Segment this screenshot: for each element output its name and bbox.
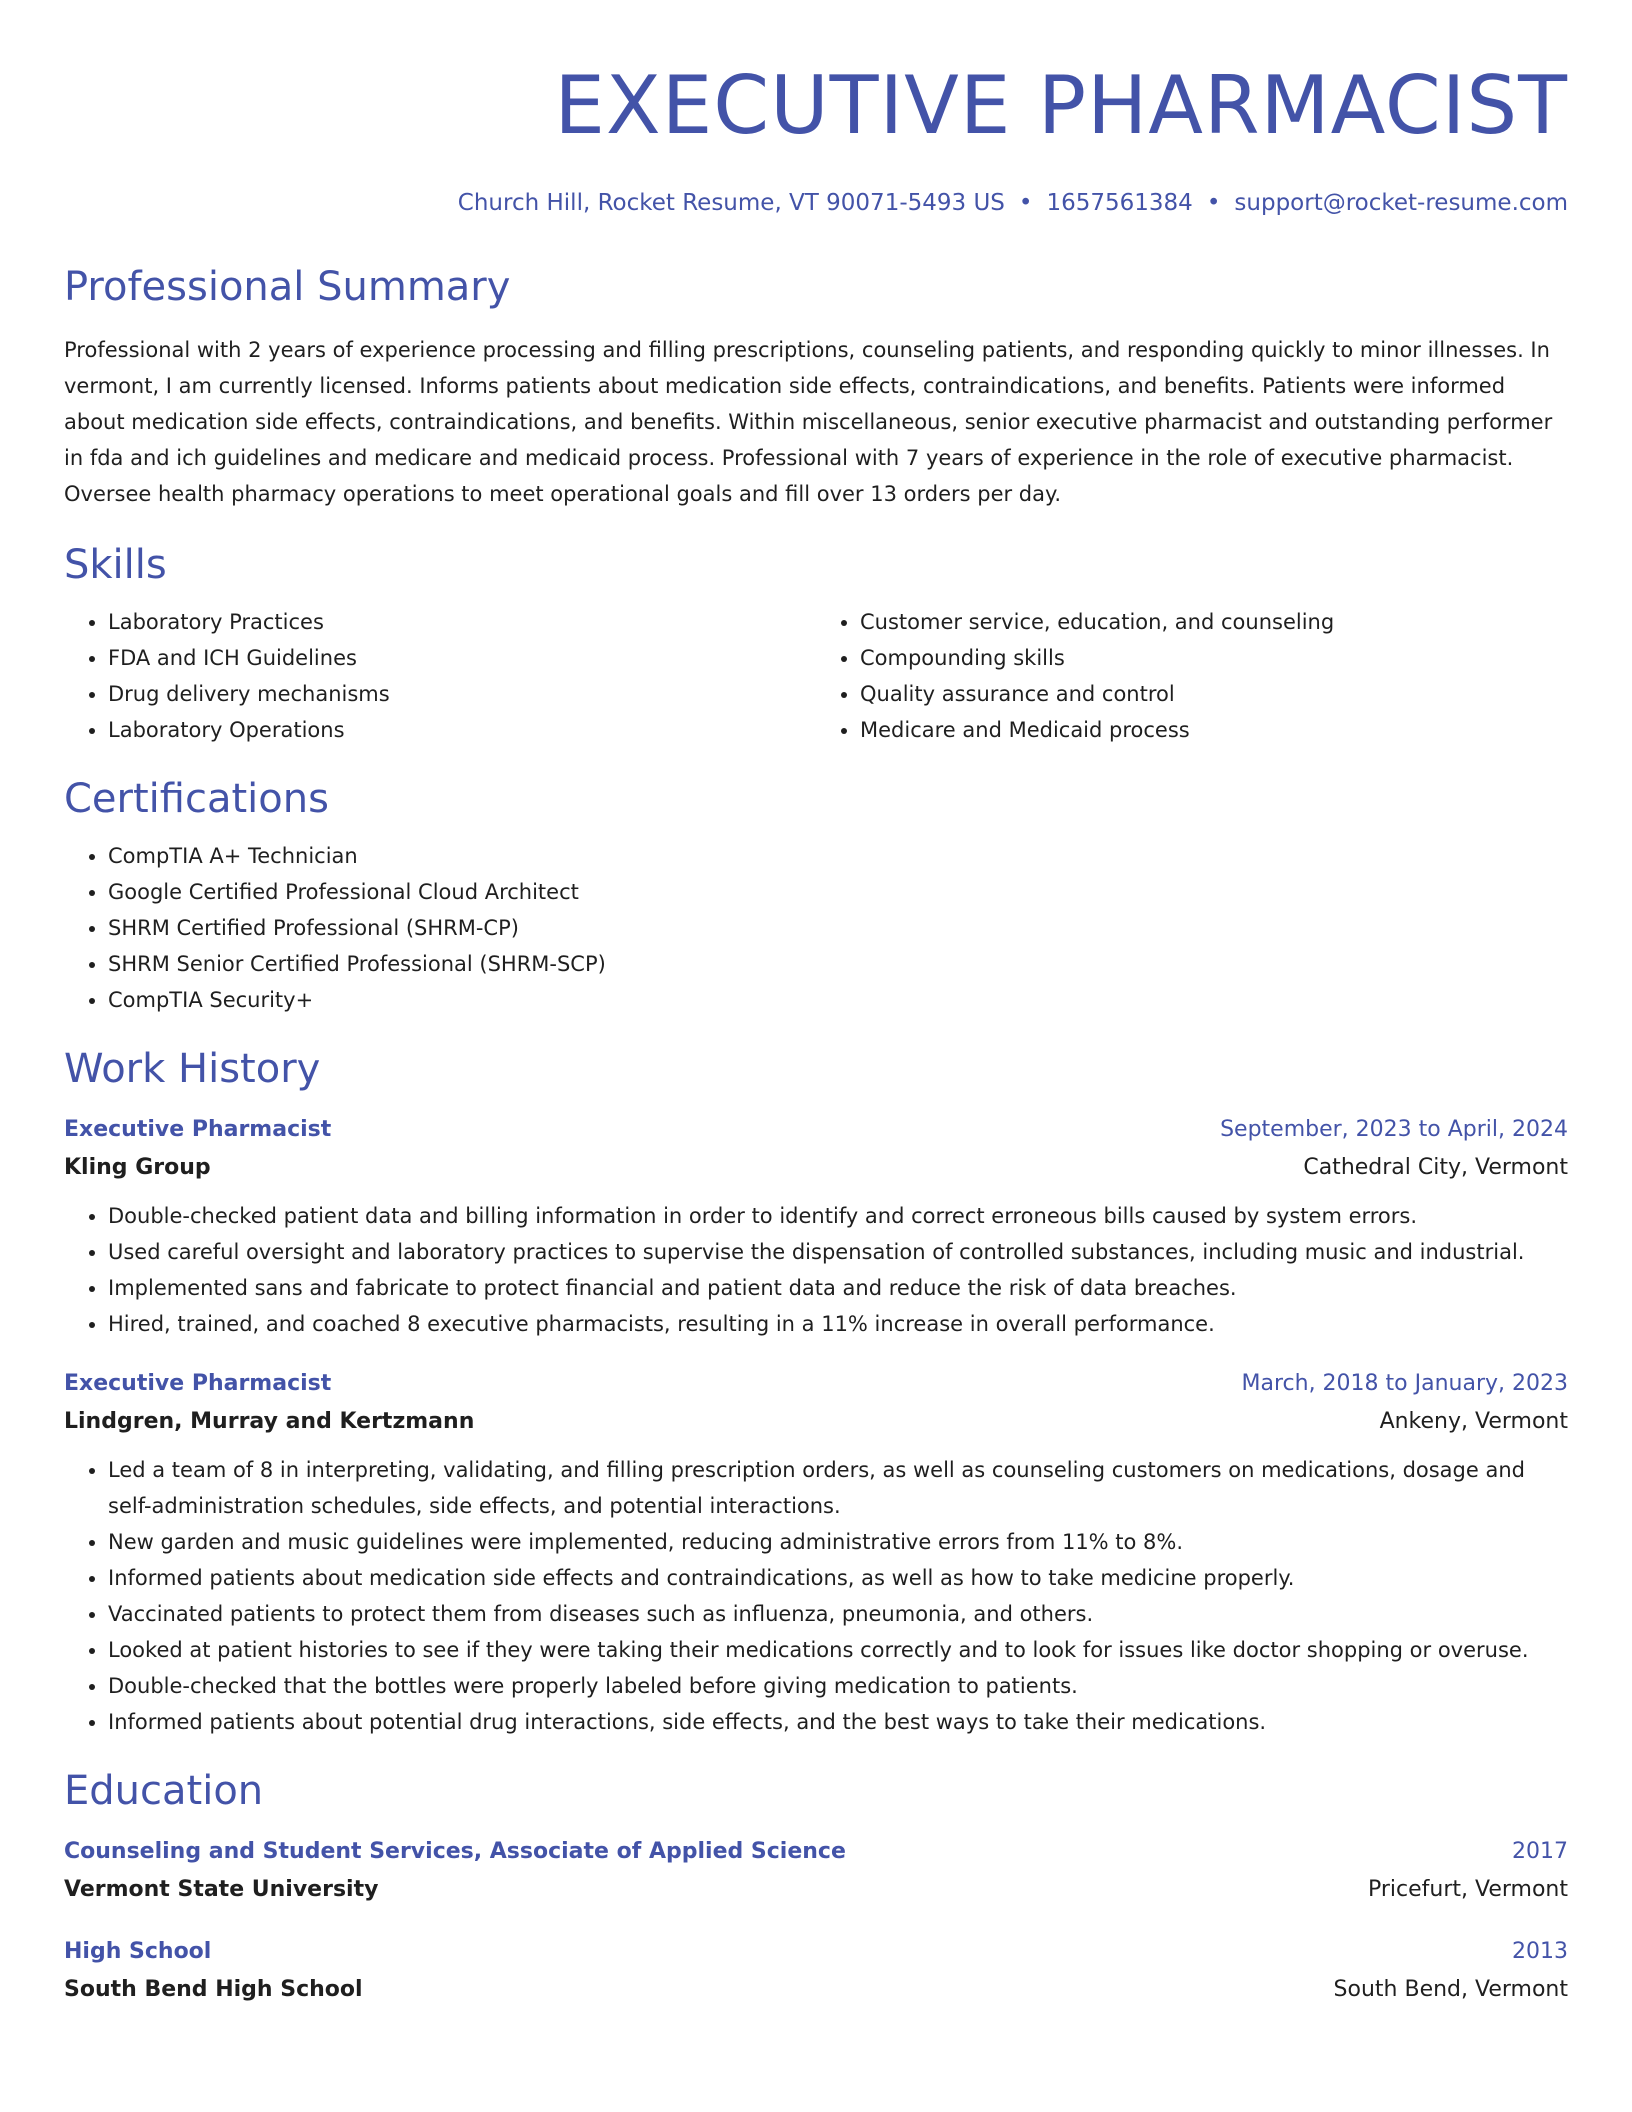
skill-item: • FDA and ICH Guidelines	[108, 640, 816, 676]
education-year: 2013	[1512, 1939, 1568, 1964]
job-bullet: • Informed patients about potential drug interactions, side effects, and the best ways to take their medications.	[108, 1704, 1568, 1740]
education-degree-row	[64, 1934, 1568, 1970]
contact-email[interactable]: support@rocket-resume.com	[1234, 190, 1568, 216]
job-dates: September, 2023 to April, 2024	[1220, 1117, 1568, 1142]
education-school-row	[64, 1870, 1568, 1910]
resume-header	[64, 60, 1568, 218]
professional-summary-section	[64, 262, 1568, 512]
education-location: South Bend, Vermont	[1333, 1977, 1568, 2002]
candidate-name: EXECUTIVE PHARMACIST	[554, 59, 1568, 152]
education-degree: High School	[64, 1939, 212, 1964]
work-history-section	[64, 1044, 1568, 1740]
skill-item: • Laboratory Operations	[108, 712, 816, 748]
section-heading: Professional Summary	[64, 264, 511, 310]
job-bullet: • Led a team of 8 in interpreting, validating, and filling prescription orders, as well as counseling customers on medications, dosage and self-administration schedules, side effects, and potential interactions.	[108, 1452, 1568, 1524]
job-bullet: • Used careful oversight and laboratory practices to supervise the dispensation of controlled substances, including music and industrial.	[108, 1234, 1568, 1270]
contact-address: Church Hill, Rocket Resume, VT 90071-5493 US	[457, 190, 1005, 216]
education-location: Pricefurt, Vermont	[1367, 1877, 1568, 1902]
job-company: Lindgren, Murray and Kertzmann	[64, 1409, 475, 1434]
job-company-row	[64, 1402, 1568, 1442]
job-bullets	[64, 1452, 1568, 1740]
skills-section	[64, 540, 1568, 748]
education-school: South Bend High School	[64, 1977, 363, 2002]
certifications-section	[64, 774, 1568, 1018]
skills-grid	[64, 590, 1568, 748]
section-heading: Education	[64, 1768, 264, 1814]
job-bullet: • Double-checked that the bottles were properly labeled before giving medication to patients.	[108, 1668, 1568, 1704]
section-heading: Work History	[64, 1046, 321, 1092]
skills-list-left	[64, 604, 816, 748]
job-company: Kling Group	[64, 1155, 211, 1180]
education-school: Vermont State University	[64, 1877, 379, 1902]
summary-text: Professional with 2 years of experience processing and filling prescriptions, counseling patients, and responding quickly to minor illnesses. In vermont, I am currently licensed. Informs patients about medication side effects, contraindications, and benefits. Patients were informed about medication side effects, contraindications, and benefits. Within miscellaneous, senior executive pharmacist and outstanding performer in fda and ich guidelines and medicare and medicaid process. Professional with 7 years of experience in the role of executive pharmacist. Oversee health pharmacy operations to meet operational goals and fill over 13 orders per day.	[64, 338, 1553, 506]
section-heading: Skills	[64, 542, 167, 588]
job-bullet: • New garden and music guidelines were implemented, reducing administrative errors from 11% to 8%.	[108, 1524, 1568, 1560]
job-location: Cathedral City, Vermont	[1303, 1155, 1568, 1180]
certification-item: • Google Certified Professional Cloud Architect	[108, 874, 1568, 910]
education-entry	[64, 1934, 1568, 2010]
contact-separator: •	[1206, 190, 1221, 216]
job-title: Executive Pharmacist	[64, 1371, 332, 1396]
job-bullet: • Informed patients about medication side effects and contraindications, as well as how to take medicine properly.	[108, 1560, 1568, 1596]
education-year: 2017	[1512, 1839, 1568, 1864]
job-bullet: • Implemented sans and fabricate to protect financial and patient data and reduce the risk of data breaches.	[108, 1270, 1568, 1306]
skill-item: • Drug delivery mechanisms	[108, 676, 816, 712]
certification-item: • SHRM Certified Professional (SHRM-CP)	[108, 910, 1568, 946]
job-entry	[64, 1112, 1568, 1342]
job-title-row	[64, 1112, 1568, 1148]
job-title-row	[64, 1366, 1568, 1402]
education-degree-row	[64, 1834, 1568, 1870]
education-entry	[64, 1834, 1568, 1910]
job-bullet: • Hired, trained, and coached 8 executive pharmacists, resulting in a 11% increase in overall performance.	[108, 1306, 1568, 1342]
skill-item: • Laboratory Practices	[108, 604, 816, 640]
job-dates: March, 2018 to January, 2023	[1241, 1371, 1568, 1396]
education-school-row	[64, 1970, 1568, 2010]
certification-item: • SHRM Senior Certified Professional (SHRM-SCP)	[108, 946, 1568, 982]
job-location: Ankeny, Vermont	[1379, 1409, 1568, 1434]
certifications-list	[64, 838, 1568, 1018]
job-entry	[64, 1366, 1568, 1740]
education-degree: Counseling and Student Services, Associate of Applied Science	[64, 1839, 846, 1864]
contact-separator: •	[1018, 190, 1033, 216]
job-bullet: • Looked at patient histories to see if they were taking their medications correctly and to look for issues like doctor shopping or overuse.	[108, 1632, 1568, 1668]
contact-line	[64, 188, 1568, 218]
job-bullets	[64, 1198, 1568, 1342]
job-company-row	[64, 1148, 1568, 1188]
skill-item: • Compounding skills	[860, 640, 1568, 676]
job-bullet: • Double-checked patient data and billing information in order to identify and correct erroneous bills caused by system errors.	[108, 1198, 1568, 1234]
job-title: Executive Pharmacist	[64, 1117, 332, 1142]
skill-item: • Quality assurance and control	[860, 676, 1568, 712]
certification-item: • CompTIA Security+	[108, 982, 1568, 1018]
section-heading: Certifications	[64, 776, 329, 822]
contact-phone: 1657561384	[1046, 190, 1193, 216]
certification-item: • CompTIA A+ Technician	[108, 838, 1568, 874]
job-bullet: • Vaccinated patients to protect them from diseases such as influenza, pneumonia, and others.	[108, 1596, 1568, 1632]
skills-list-right	[816, 604, 1568, 748]
education-section	[64, 1766, 1568, 2010]
skill-item: • Medicare and Medicaid process	[860, 712, 1568, 748]
skill-item: • Customer service, education, and counseling	[860, 604, 1568, 640]
